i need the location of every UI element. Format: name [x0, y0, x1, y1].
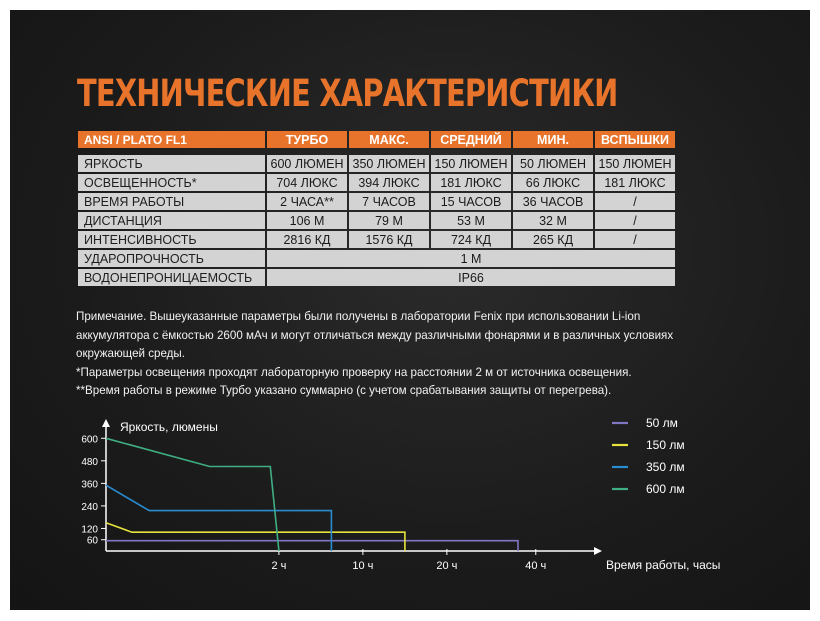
- table-cell: 7 ЧАСОВ: [349, 193, 429, 210]
- table-cell: 2 ЧАСА**: [267, 193, 347, 210]
- table-cell: 50 ЛЮМЕН: [513, 155, 593, 172]
- y-axis-label: Яркость, люмены: [120, 420, 218, 434]
- x-tick-label: 20 ч: [436, 560, 458, 572]
- runtime-chart: [10, 405, 810, 575]
- table-cell-merged: 1 М: [267, 250, 675, 267]
- table-cell: 150 ЛЮМЕН: [431, 155, 511, 172]
- legend-label: 50 лм: [646, 416, 678, 430]
- table-row: [78, 250, 675, 267]
- table-cell: 724 КД: [431, 231, 511, 248]
- table-cell: 150 ЛЮМЕН: [595, 155, 675, 172]
- note-illumination: *Параметры освещения проходят лабораторную проверку на расстоянии 2 м от источника освещения.: [76, 365, 632, 379]
- x-tick-label: 40 ч: [525, 560, 547, 572]
- y-tick-label: 600: [81, 434, 98, 446]
- table-header-row: [78, 131, 675, 148]
- table-cell: 79 М: [349, 212, 429, 229]
- note-runtime: **Время работы в режиме Турбо указано суммарно (с учетом срабатывания защиты от перегрева).: [76, 384, 612, 397]
- header-min: МИН.: [513, 131, 593, 148]
- y-tick-label: 360: [81, 479, 98, 491]
- header-max: МАКС.: [349, 131, 429, 148]
- row-label: ВОДОНЕПРОНИЦАЕМОСТЬ: [78, 269, 265, 286]
- series-line: [106, 438, 279, 551]
- row-label: ДИСТАНЦИЯ: [78, 212, 265, 229]
- legend-label: 350 лм: [646, 460, 685, 474]
- row-label: ИНТЕНСИВНОСТЬ: [78, 231, 265, 248]
- table-row: [78, 231, 675, 248]
- x-axis-label: Время работы, часы: [606, 558, 721, 572]
- x-tick-label: 10 ч: [352, 560, 374, 572]
- header-medium: СРЕДНИЙ: [431, 131, 511, 148]
- row-label: УДАРОПРОЧНОСТЬ: [78, 250, 265, 267]
- table-cell: 106 М: [267, 212, 347, 229]
- table-cell: 394 ЛЮКС: [349, 174, 429, 191]
- table-cell: 66 ЛЮКС: [513, 174, 593, 191]
- row-label: ОСВЕЩЕННОСТЬ*: [78, 174, 265, 191]
- note-main: Примечание. Вышеуказанные параметры были получены в лаборатории Fenix при использовании Li-ion аккумулятора с ёмкостью 2600 мАч и могут отличаться между различными фонарями и в различных условиях окружающей среды.: [76, 310, 674, 360]
- table-row: [78, 212, 675, 229]
- spec-table: [76, 129, 677, 288]
- table-cell: /: [595, 231, 675, 248]
- page-title: ТЕХНИЧЕСКИЕ ХАРАКТЕРИСТИКИ: [77, 72, 618, 115]
- table-cell-merged: IP66: [267, 269, 675, 286]
- header-standard: ANSI / PLATO FL1: [78, 131, 265, 148]
- table-cell: 181 ЛЮКС: [595, 174, 675, 191]
- table-cell: 704 ЛЮКС: [267, 174, 347, 191]
- table-cell: 1576 КД: [349, 231, 429, 248]
- header-flash: ВСПЫШКИ: [595, 131, 675, 148]
- table-cell: 36 ЧАСОВ: [513, 193, 593, 210]
- table-cell: /: [595, 212, 675, 229]
- table-cell: 15 ЧАСОВ: [431, 193, 511, 210]
- y-tick-label: 120: [81, 524, 98, 536]
- footnotes: [76, 308, 696, 401]
- y-tick-label: 480: [81, 456, 98, 468]
- header-turbo: ТУРБО: [267, 131, 347, 148]
- table-row: [78, 155, 675, 172]
- y-tick-label: 240: [81, 501, 98, 513]
- legend-label: 600 лм: [646, 482, 685, 496]
- table-cell: 181 ЛЮКС: [431, 174, 511, 191]
- x-axis-arrow: [594, 547, 602, 555]
- y-tick-label: 60: [86, 535, 98, 547]
- table-cell: 32 М: [513, 212, 593, 229]
- row-label: ВРЕМЯ РАБОТЫ: [78, 193, 265, 210]
- y-axis-arrow: [102, 419, 110, 427]
- table-cell: 350 ЛЮМЕН: [349, 155, 429, 172]
- series-line: [106, 523, 405, 551]
- table-cell: 53 М: [431, 212, 511, 229]
- spec-sheet: [10, 10, 810, 610]
- legend-label: 150 лм: [646, 438, 685, 452]
- row-label: ЯРКОСТЬ: [78, 155, 265, 172]
- table-cell: 2816 КД: [267, 231, 347, 248]
- series-line: [106, 541, 518, 551]
- table-row: [78, 174, 675, 191]
- table-cell: 600 ЛЮМЕН: [267, 155, 347, 172]
- table-cell: /: [595, 193, 675, 210]
- table-cell: 265 КД: [513, 231, 593, 248]
- x-tick-label: 2 ч: [271, 560, 287, 572]
- table-row: [78, 269, 675, 286]
- table-row: [78, 193, 675, 210]
